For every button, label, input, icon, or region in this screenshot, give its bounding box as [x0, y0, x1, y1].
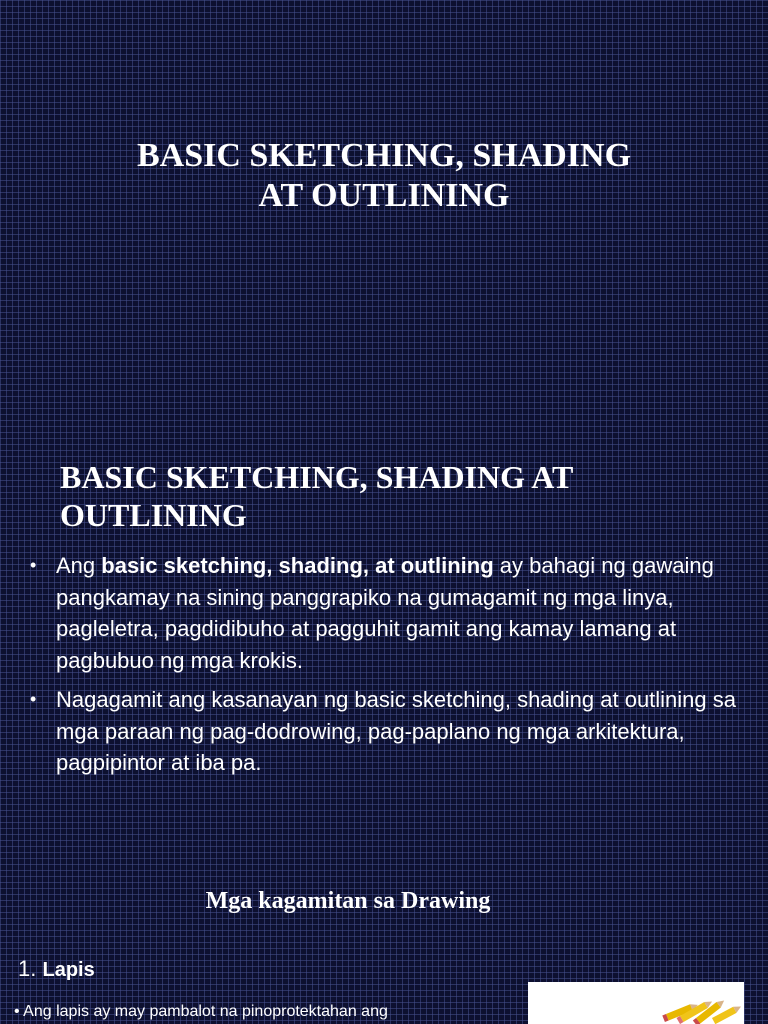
- title-line-1: BASIC SKETCHING, SHADING: [136, 137, 632, 174]
- bullet-dot: •: [30, 555, 37, 575]
- bullet-1-bold: basic sketching, shading, at outlining: [101, 553, 494, 578]
- slide-title-basic-sketching: [0, 136, 768, 216]
- bullet-1-suffix: ay bahagi ng gawaing pangkamay na sining panggrapiko na gumagamit ng mga linya, pagleletra, pagdidibuho at pagguhit gamit ang kamay lamang at pagbubuo ng mga krokis.: [56, 553, 714, 673]
- item-label: Lapis: [42, 959, 95, 981]
- bullet-1-prefix: Ang: [56, 553, 102, 578]
- pencils-image: [528, 982, 744, 1024]
- slide-3-heading: Mga kagamitan sa Drawing: [205, 888, 491, 914]
- bullet-item-1: [30, 550, 740, 676]
- item-number: 1.: [18, 956, 37, 981]
- bullet-dot: •: [30, 689, 37, 709]
- slide-2-title: BASIC SKETCHING, SHADING AT OUTLINING: [60, 459, 573, 533]
- numbered-item-lapis: [18, 954, 95, 985]
- bullet-dot: •: [14, 1003, 20, 1020]
- pencils-icon: [528, 982, 744, 1024]
- bullet-item-2: [30, 684, 740, 779]
- sub-bullet-text: Ang lapis ay may pambalot na pinoprotektahan ang: [23, 1003, 388, 1020]
- sub-bullet-lapis: [14, 1000, 514, 1024]
- bullet-2-text: Nagagamit ang kasanayan ng basic sketching, shading at outlining sa mga paraan ng pag-dodrowing, pag-paplano ng mga arkitektura, pagpipintor at iba pa.: [56, 687, 737, 775]
- bullet-list: [30, 550, 740, 787]
- title-line-2: AT OUTLINING: [258, 177, 510, 214]
